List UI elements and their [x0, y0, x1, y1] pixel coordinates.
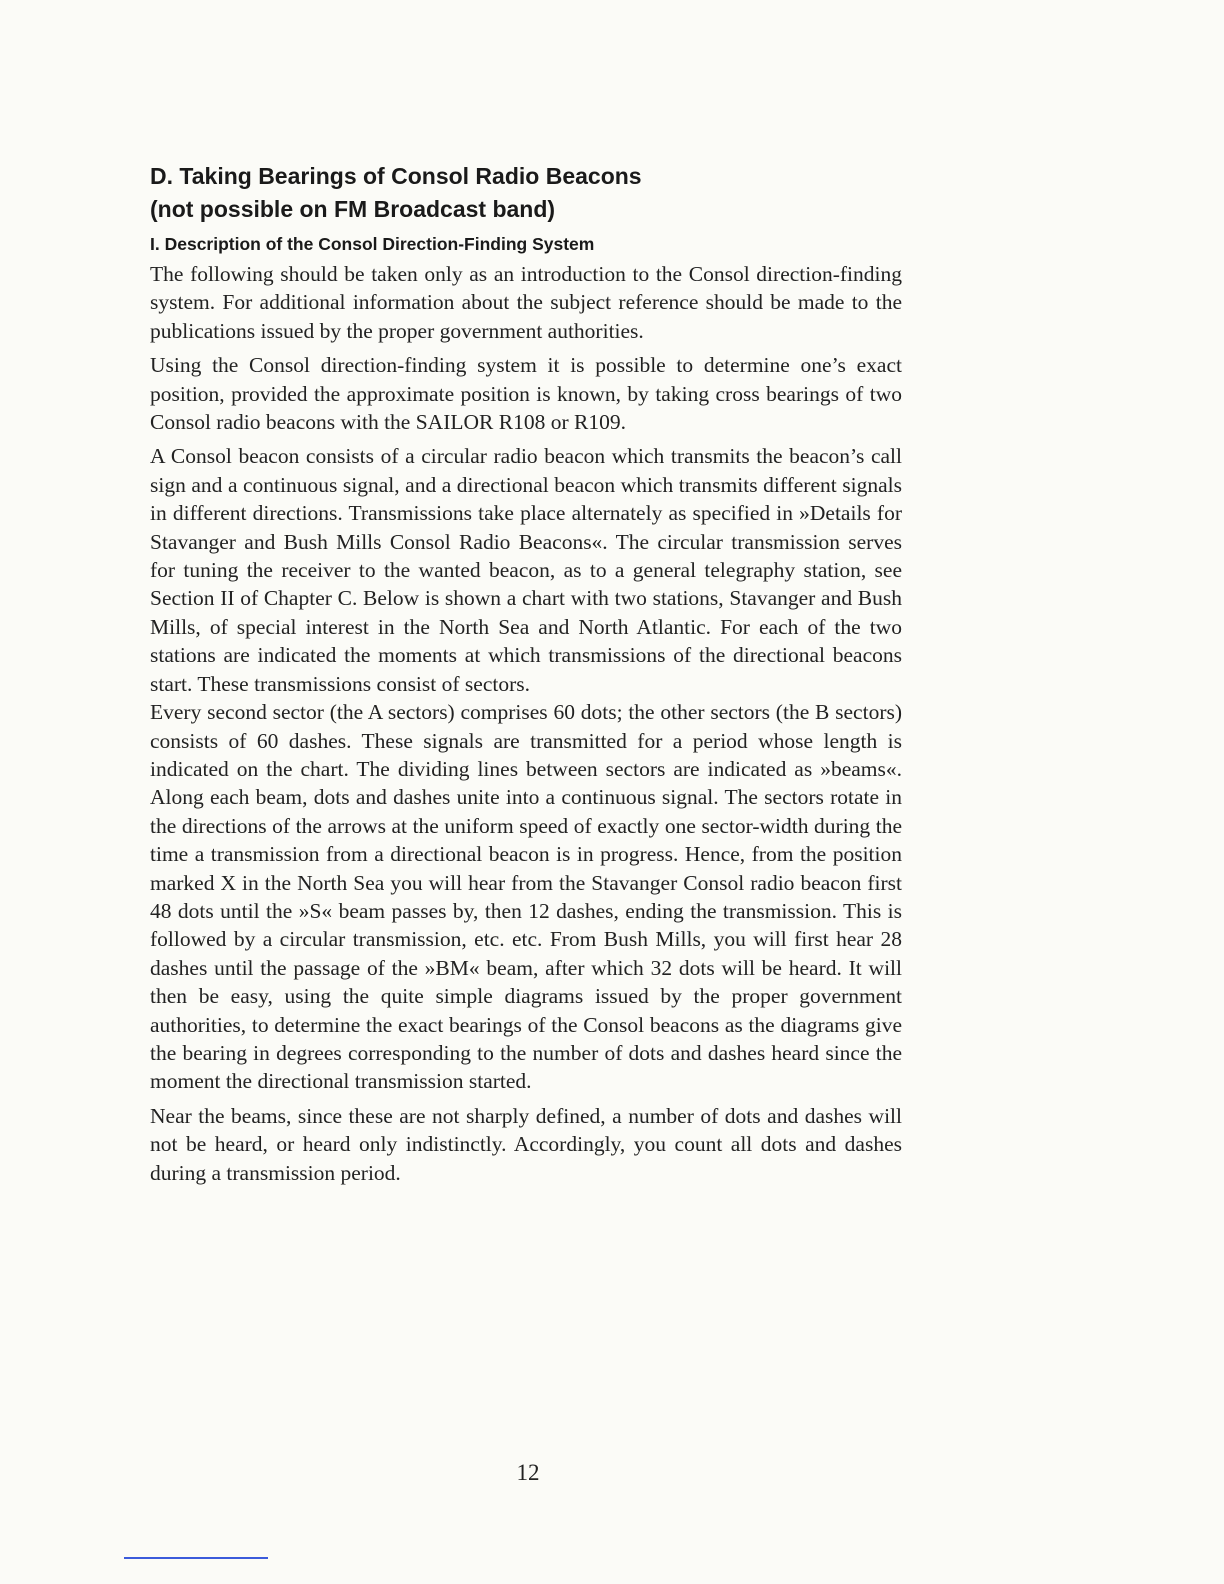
section-heading-line-1: D. Taking Bearings of Consol Radio Beacons	[150, 163, 642, 189]
subsection-heading: I. Description of the Consol Direction-Finding System	[150, 234, 595, 254]
section-heading	[150, 160, 902, 226]
paragraph-cross-bearings: Using the Consol direction-finding system it is possible to determine one’s exact position, provided the approximate position is known, by taking cross bearings of two Consol radio beacons with the SAILOR R108 or R109.	[150, 353, 902, 435]
paragraph-sectors: Every second sector (the A sectors) comprises 60 dots; the other sectors (the B sectors) consists of 60 dashes. These signals are transmitted for a period whose length is indicated on the chart. The dividing lines between sectors are indicated as »beams«. Along each beam, dots and dashes unite into a continuous signal. The sectors rotate in the directions of the arrows at the uniform speed of exactly one sector-width during the time a transmission from a directional beacon is in progress. Hence, from the position marked X in the North Sea you will hear from the Stavanger Consol radio beacon first 48 dots until the »S« beam passes by, then 12 dashes, ending the transmission. This is followed by a circular transmission, etc. etc. From Bush Mills, you will first hear 28 dashes until the passage of the »BM« beam, after which 32 dots will be heard. It will then be easy, using the quite simple diagrams issued by the proper government authorities, to determine the exact bearings of the Consol beacons as the diagrams give the bearing in degrees corresponding to the number of dots and dashes heard since the moment the directional transmission started.	[150, 700, 902, 1094]
page-number: 12	[516, 1460, 540, 1485]
paragraph-introduction: The following should be taken only as an introduction to the Consol direction-finding system. For additional information about the subject reference should be made to the publications issued by the proper government authorities.	[150, 262, 902, 343]
section-heading-line-2: (not possible on FM Broadcast band)	[150, 196, 556, 222]
paragraph-near-beams: Near the beams, since these are not sharply defined, a number of dots and dashes will not be heard, or heard only indistinctly. Accordingly, you count all dots and dashes during a transmission period.	[150, 1103, 902, 1185]
page-body	[150, 160, 902, 1193]
paragraph-beacon-description: A Consol beacon consists of a circular radio beacon which transmits the beacon’s call sign and a continuous signal, and a directional beacon which transmits different signals in different directions. Transmissions take place alternately as specified in »Details for Stavanger and Bush Mills Consol Radio Beacons«. The circular transmission serves for tuning the receiver to the wanted beacon, as to a general telegraphy station, see Section II of Chapter C. Below is shown a chart with two stations, Stavanger and Bush Mills, of special interest in the North Sea and North Atlantic. For each of the two stations are indicated the moments at which transmissions of the directional beacons start. These transmissions consist of sectors.	[150, 444, 902, 696]
footer-rule	[124, 1557, 268, 1559]
